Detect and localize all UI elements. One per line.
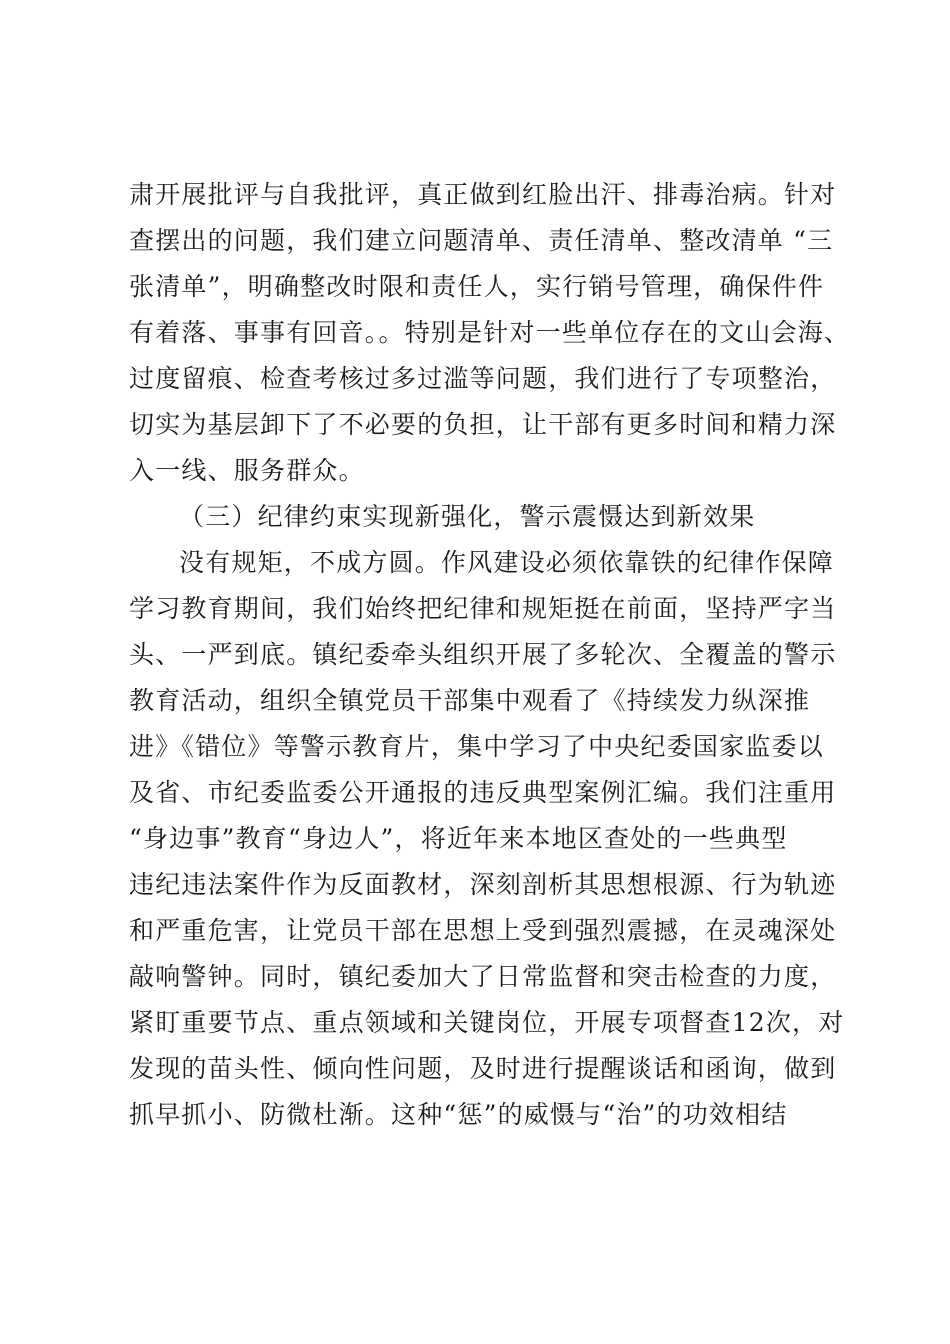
text-line: 切实为基层卸下了不必要的负担，让干部有更多时间和精力深 [129, 410, 837, 439]
text-line: 过度留痕、检查考核过多过滥等问题，我们进行了专项整治， [129, 364, 837, 393]
text-line: 有着落、事事有回音。。特别是针对一些单位存在的文山会海、 [129, 318, 851, 347]
text-line: 张清单”，明确整改时限和责任人，实行销号管理，确保件件 [129, 272, 825, 301]
text-line: 查摆出的问题，我们建立问题清单、责任清单、整改清单 “三 [129, 226, 834, 255]
text-line: 敲响警钟。同时，镇纪委加大了日常监督和突击检查的力度， [129, 962, 837, 991]
section-heading: （三）纪律约束实现新强化，警示震慑达到新效果 [179, 502, 756, 531]
paragraph-1 [129, 172, 849, 494]
text-line: 和严重危害，让党员干部在思想上受到强烈震撼，在灵魂深处 [129, 916, 837, 945]
text-line: 违纪违法案件作为反面教材，深刻剖析其思想根源、行为轨迹 [129, 870, 837, 899]
text-line: 头、一严到底。镇纪委牵头组织开展了多轮次、全覆盖的警示 [129, 640, 837, 669]
text-line: “身边事”教育“身边人”，将近年来本地区查处的一些典型 [129, 824, 788, 853]
text-line: 发现的苗头性、倾向性问题，及时进行提醒谈话和函询，做到 [129, 1054, 837, 1083]
text-line: 教育活动，组织全镇党员干部集中观看了《持续发力纵深推 [129, 686, 811, 715]
text-line: 抓早抓小、防微杜渐。这种“惩”的威慑与“治”的功效相结 [129, 1100, 788, 1129]
text-line: 及省、市纪委监委公开通报的违反典型案例汇编。我们注重用 [129, 778, 837, 807]
text-line: 进》《错位》等警示教育片，集中学习了中央纪委国家监委以 [129, 732, 824, 761]
text-line: 学习教育期间，我们始终把纪律和规矩挺在前面，坚持严字当 [129, 594, 837, 623]
text-line: 紧盯重要节点、重点领域和关键岗位，开展专项督查12次，对 [129, 1008, 845, 1037]
text-line: 入一线、服务群众。 [129, 456, 365, 485]
document-body [129, 172, 849, 1138]
paragraph-2 [129, 540, 849, 1138]
text-line: 肃开展批评与自我批评，真正做到红脸出汗、排毒治病。针对 [129, 180, 837, 209]
text-line: 没有规矩，不成方圆。作风建设必须依靠铁的纪律作保障 [179, 548, 835, 577]
